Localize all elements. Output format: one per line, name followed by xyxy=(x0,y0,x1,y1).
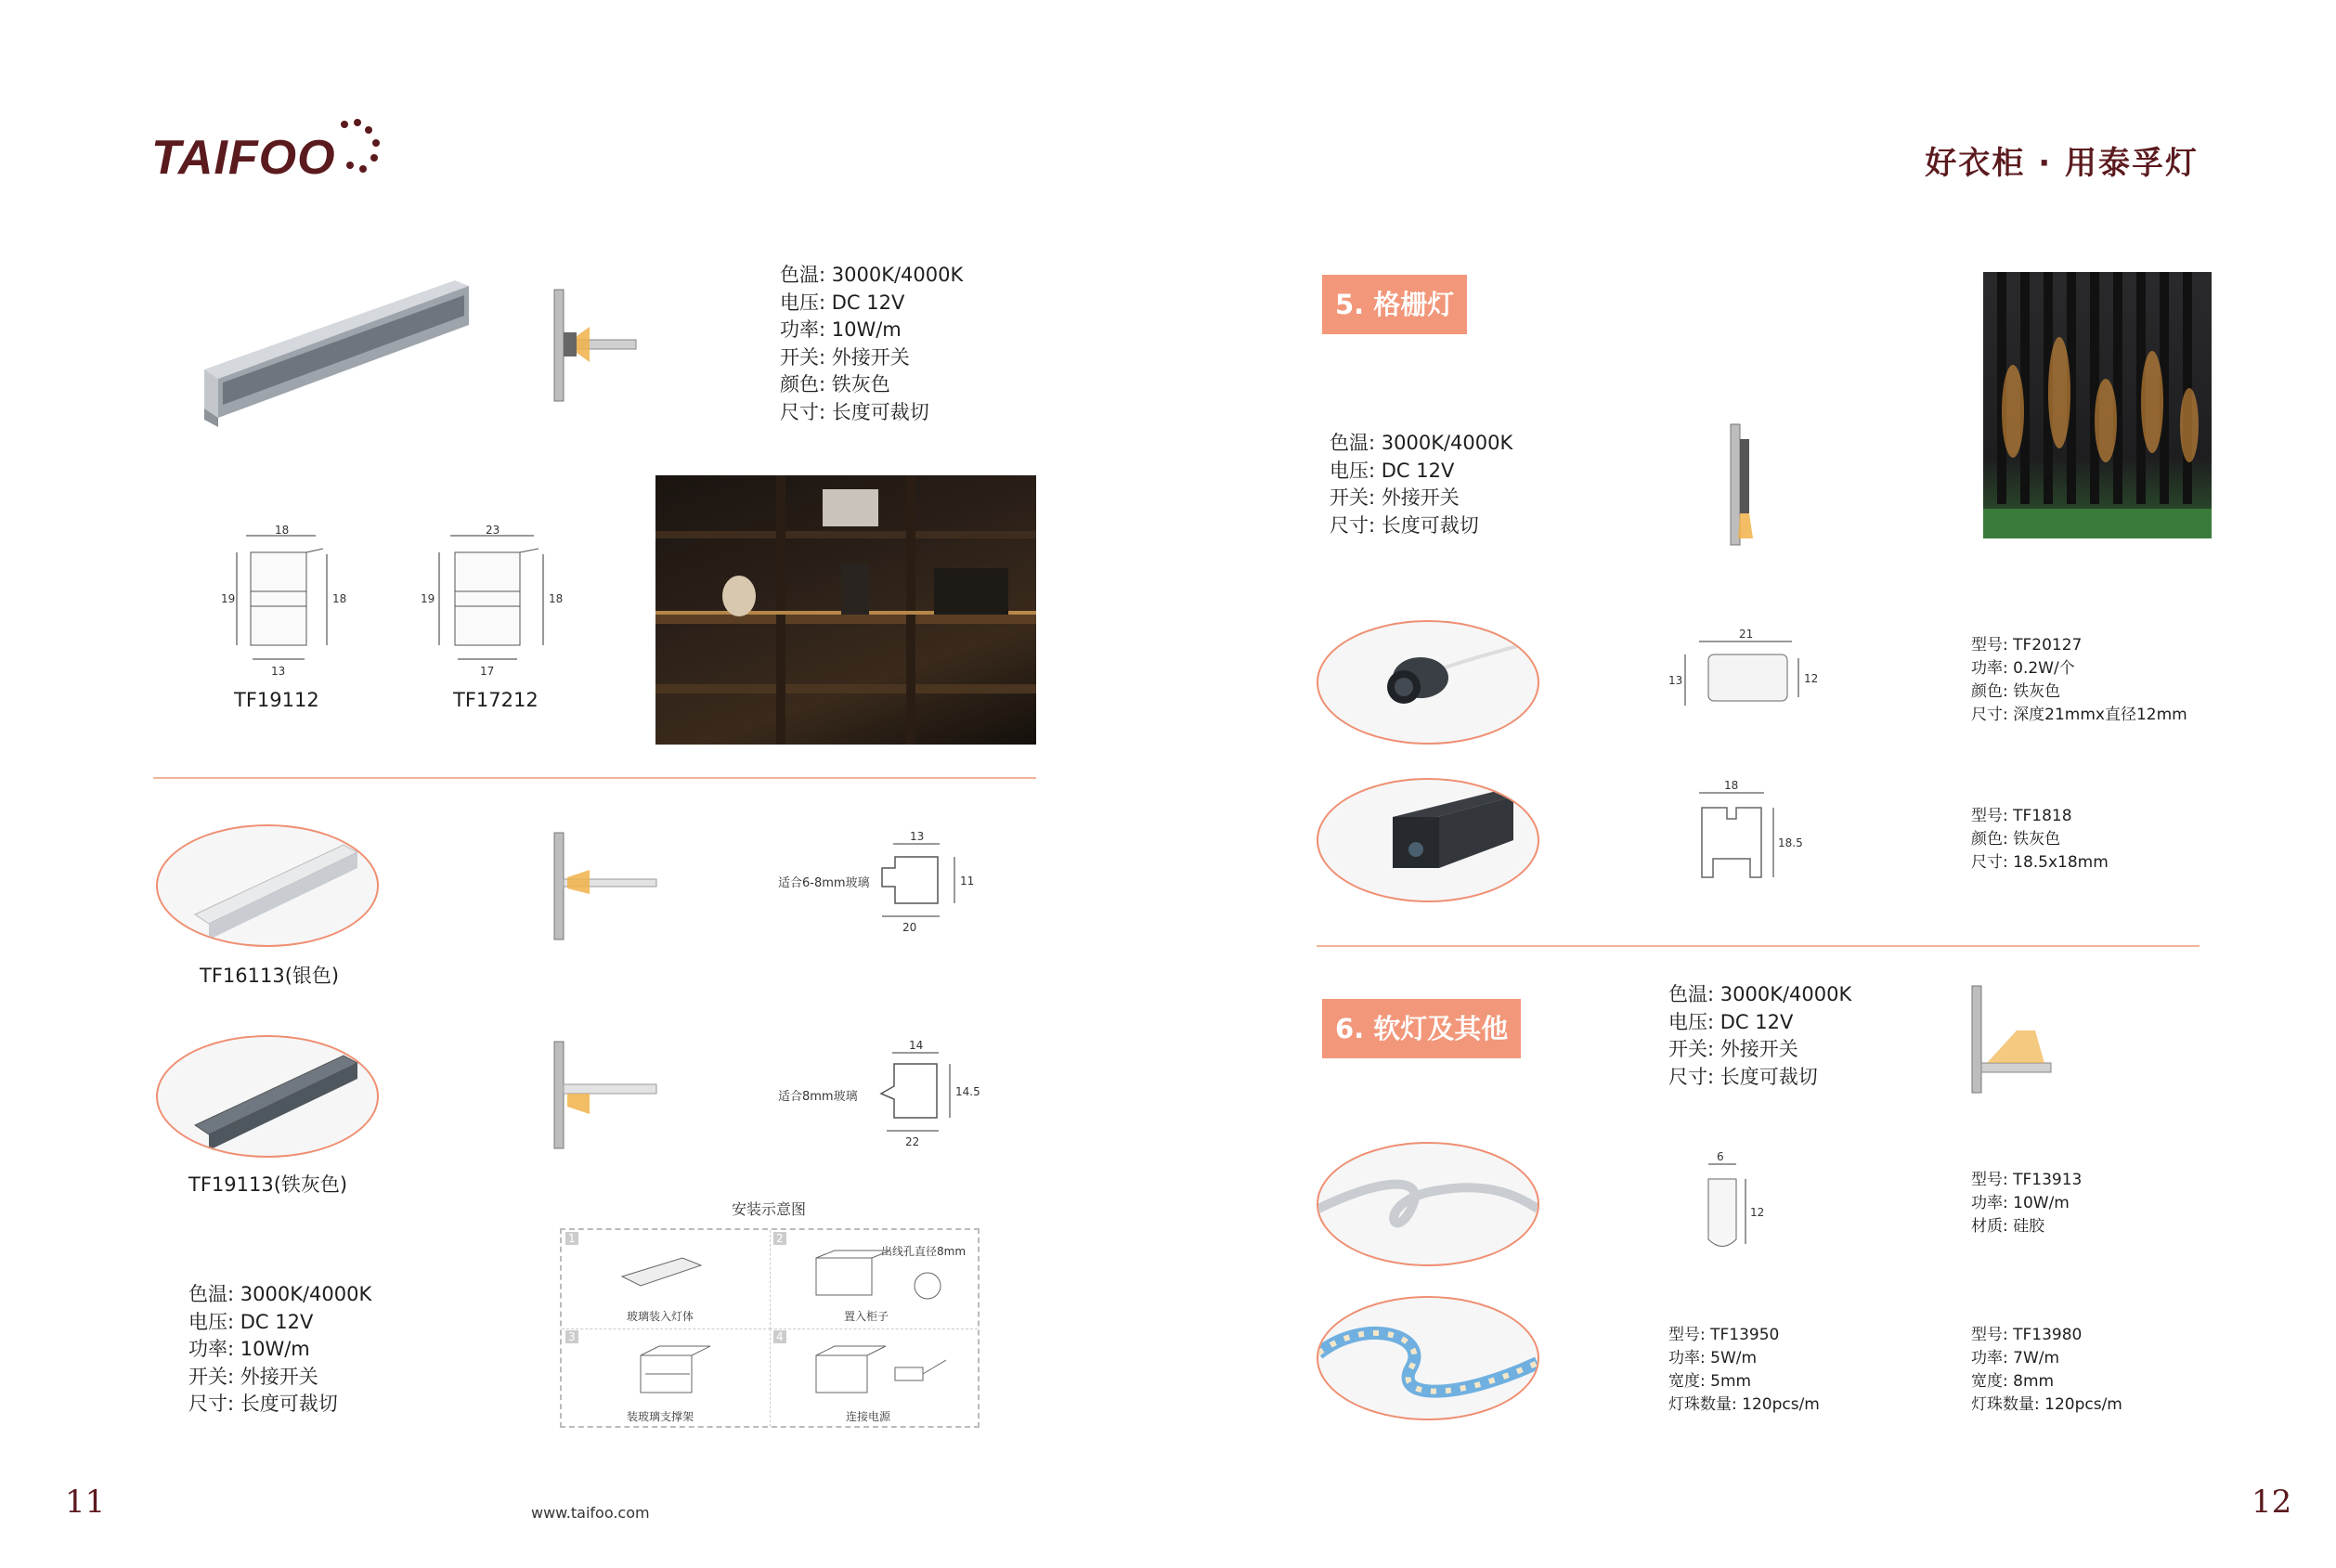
product-ellipse-tf13913 xyxy=(1317,1142,1539,1266)
install-step-1: 1 玻璃装入灯体 xyxy=(562,1230,771,1329)
profile-drawing-tf19112 xyxy=(214,525,362,678)
profile-product-image xyxy=(195,269,474,427)
model-tf19112: TF19112 xyxy=(234,689,319,711)
page-number-left: 11 xyxy=(65,1484,106,1521)
spec-tf13950: 型号: TF13950 功率: 5W/m 宽度: 5mm 灯珠数量: 120pcs/m xyxy=(1668,1326,1820,1414)
install-title: 安装示意图 xyxy=(732,1200,807,1218)
svg-text:13: 13 xyxy=(271,665,286,678)
section-6-title: 6. 软灯及其他 xyxy=(1322,999,1521,1058)
section-5-spec: 色温: 3000K/4000K 电压: DC 12V 开关: 外接开关 尺寸: 长度可裁切 xyxy=(1330,432,1513,537)
svg-text:18: 18 xyxy=(1724,780,1739,792)
grille-photo xyxy=(1983,272,2212,538)
drawing-tf13913 xyxy=(1704,1151,1769,1258)
svg-text:17: 17 xyxy=(480,665,495,678)
model-tf17212: TF17212 xyxy=(453,689,539,711)
divider-left xyxy=(153,777,1036,779)
product-ellipse-tf16113 xyxy=(156,824,379,947)
model-tf16113: TF16113(银色) xyxy=(200,965,340,987)
fit-label-2: 适合8mm玻璃 xyxy=(778,1090,858,1104)
svg-text:23: 23 xyxy=(486,525,500,537)
svg-text:18: 18 xyxy=(549,592,564,605)
mount-diagram xyxy=(552,288,641,404)
svg-text:21: 21 xyxy=(1739,628,1754,641)
product-ellipse-tf19113 xyxy=(156,1035,379,1158)
install-step-4: 4 连接电源 xyxy=(770,1328,978,1427)
svg-text:12: 12 xyxy=(1750,1206,1765,1219)
svg-text:6: 6 xyxy=(1717,1151,1724,1163)
drawing-tf20127 xyxy=(1667,627,1824,719)
svg-text:11: 11 xyxy=(960,875,975,888)
divider-right xyxy=(1317,945,2200,947)
model-tf19113: TF19113(铁灰色) xyxy=(188,1173,348,1196)
fit-label-1: 适合6-8mm玻璃 xyxy=(778,876,870,890)
svg-text:18.5: 18.5 xyxy=(1778,836,1803,849)
svg-text:14: 14 xyxy=(909,1040,924,1052)
svg-text:22: 22 xyxy=(905,1135,920,1148)
section-6-spec: 色温: 3000K/4000K 电压: DC 12V 开关: 外接开关 尺寸: 长度可裁切 xyxy=(1668,983,1852,1088)
mount-diagram-glass2 xyxy=(552,1040,664,1151)
spec-top: 色温: 3000K/4000K 电压: DC 12V 功率: 10W/m 开关: 外接开关 颜色: 铁灰色 尺寸: 长度可裁切 xyxy=(780,264,964,423)
spec-bottom: 色温: 3000K/4000K 电压: DC 12V 功率: 10W/m 开关: 外接开关 尺寸: 长度可裁切 xyxy=(188,1283,372,1415)
product-ellipse-led-strip xyxy=(1317,1296,1539,1420)
slogan: 好衣柜 · 用泰孚灯 xyxy=(1925,145,2199,182)
spec-tf20127: 型号: TF20127 功率: 0.2W/个 颜色: 铁灰色 尺寸: 深度21mmx直径12mm xyxy=(1971,636,2187,724)
glass-profile-drawing-2 xyxy=(850,1040,989,1151)
install-diagram xyxy=(560,1228,980,1428)
install-step-3: 3 装玻璃支撑架 xyxy=(562,1328,771,1427)
glass-profile-drawing-1 xyxy=(854,831,984,938)
profile-drawing-tf17212 xyxy=(413,525,576,678)
spec-tf1818: 型号: TF1818 颜色: 铁灰色 尺寸: 18.5x18mm xyxy=(1971,807,2109,872)
footer-url: www.taifoo.com xyxy=(531,1504,650,1522)
svg-text:12: 12 xyxy=(1804,672,1819,685)
spec-tf13913: 型号: TF13913 功率: 10W/m 材质: 硅胶 xyxy=(1971,1171,2083,1236)
page-number-right: 12 xyxy=(2252,1484,2292,1521)
svg-text:20: 20 xyxy=(902,921,917,934)
svg-text:19: 19 xyxy=(221,592,236,605)
spec-tf13980: 型号: TF13980 功率: 7W/m 宽度: 8mm 灯珠数量: 120pcs/m xyxy=(1971,1326,2122,1414)
svg-text:13: 13 xyxy=(910,831,925,843)
section-5-title: 5. 格栅灯 xyxy=(1322,275,1467,334)
drawing-tf1818 xyxy=(1685,780,1815,891)
product-ellipse-tf20127 xyxy=(1317,620,1539,745)
svg-text:19: 19 xyxy=(421,592,435,605)
product-ellipse-tf1818 xyxy=(1317,778,1539,902)
svg-text:18: 18 xyxy=(332,592,347,605)
grille-mount-diagram xyxy=(1729,422,1757,548)
svg-text:13: 13 xyxy=(1668,674,1683,687)
mount-diagram-glass1 xyxy=(552,831,664,942)
logo-dots-icon xyxy=(337,119,382,178)
flex-mount-diagram xyxy=(1970,984,2054,1095)
brand-logo: TAIFOO xyxy=(151,131,336,185)
svg-text:14.5: 14.5 xyxy=(955,1085,980,1098)
svg-text:18: 18 xyxy=(275,525,290,537)
install-step-2: 2 出线孔直径8mm 置入柜子 xyxy=(770,1230,978,1329)
cabinet-photo xyxy=(655,475,1036,745)
